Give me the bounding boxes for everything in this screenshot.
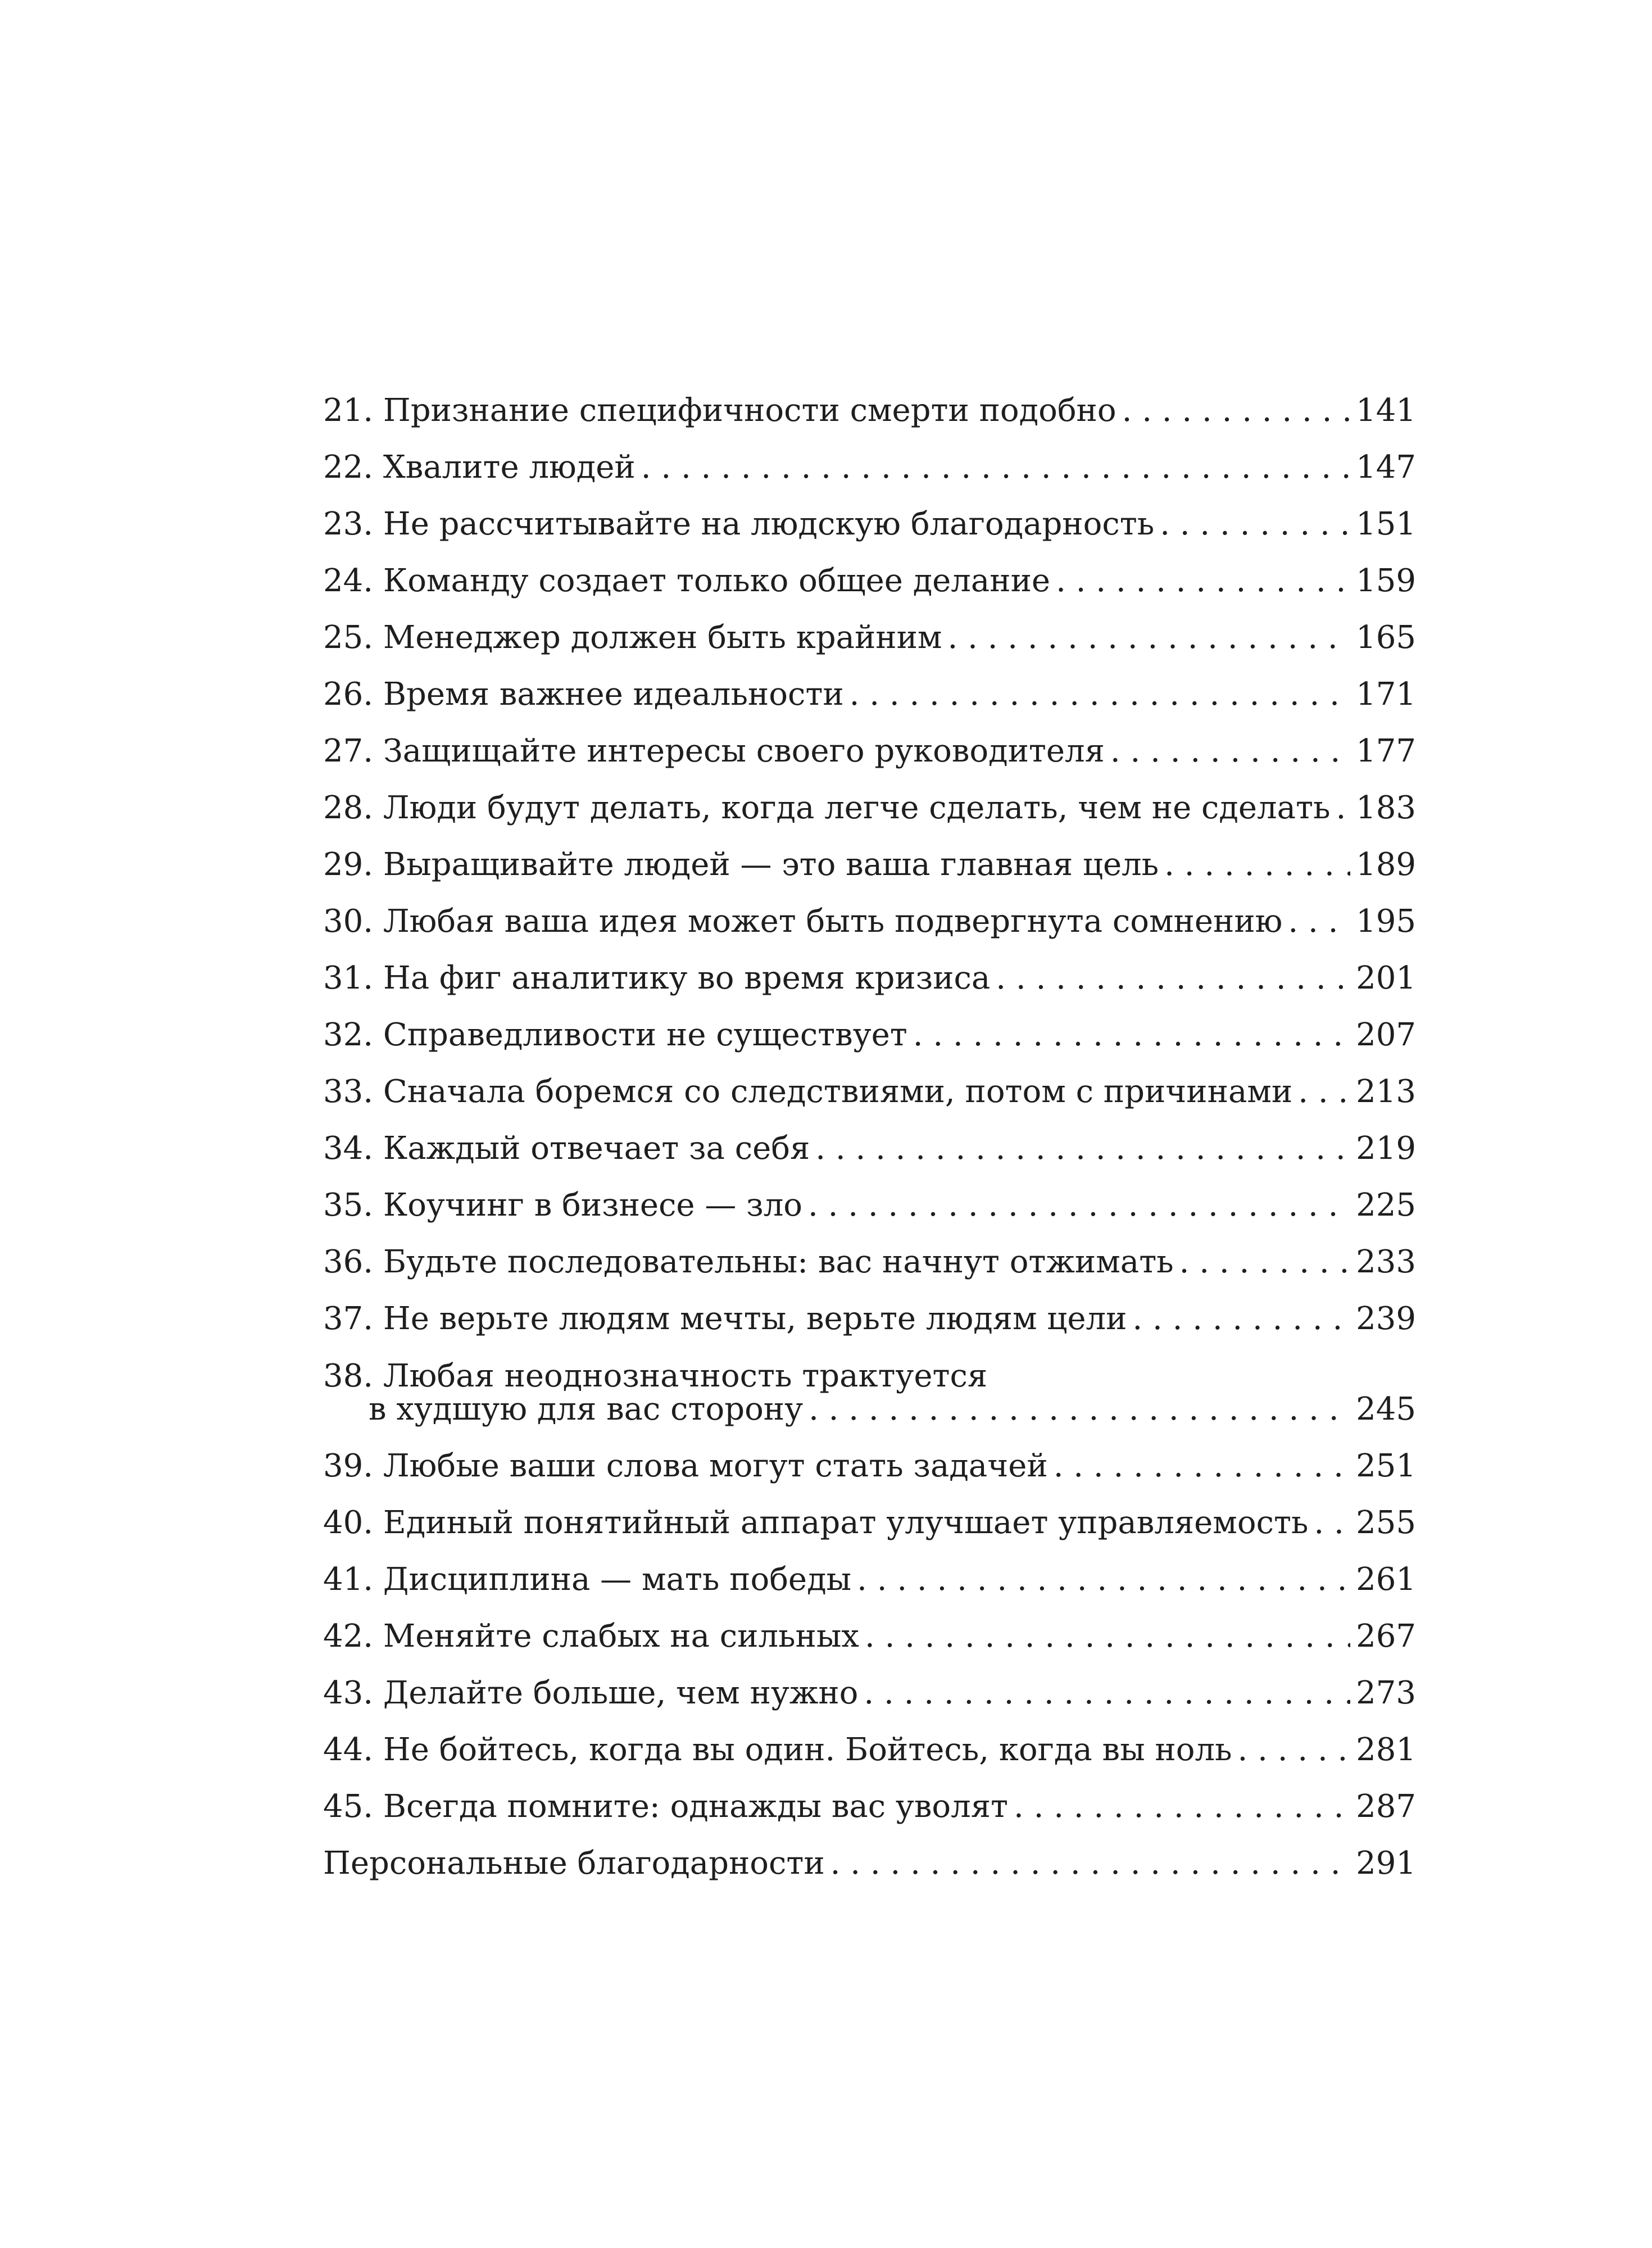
toc-entry[interactable] [323, 382, 1416, 439]
dot-leader [864, 1665, 1350, 1721]
toc-entry-title: Люди будут делать, когда легче сделать, чем не сделать [383, 790, 1331, 826]
dot-leader [1164, 836, 1350, 893]
toc-entry[interactable] [323, 893, 1416, 950]
toc-entry-page: 219 [1356, 1130, 1416, 1167]
toc-entry-page: 213 [1356, 1073, 1416, 1110]
dot-leader [815, 1120, 1350, 1177]
toc-entry[interactable] [323, 950, 1416, 1007]
toc-entry[interactable] [323, 609, 1416, 666]
toc-entry-number: 36. [323, 1244, 374, 1280]
toc-entry-number: 34. [323, 1130, 374, 1167]
toc-entry-title: Признание специфичности смерти подобно [383, 392, 1117, 429]
dot-leader [1288, 893, 1350, 950]
toc-entry-page: 251 [1356, 1448, 1416, 1484]
dot-leader [1110, 723, 1350, 779]
toc-entry[interactable] [323, 1063, 1416, 1120]
toc-entry-number: 40. [323, 1504, 374, 1541]
toc-entry-page: 255 [1356, 1504, 1416, 1541]
toc-entry-page: 291 [1356, 1845, 1416, 1882]
toc-entry-page: 141 [1356, 392, 1416, 429]
toc-entry[interactable] [323, 1177, 1416, 1234]
toc-entry-number: 25. [323, 619, 374, 656]
toc-entry-page: 245 [1356, 1391, 1416, 1427]
toc-entry-number: 44. [323, 1732, 374, 1768]
dot-leader [809, 1381, 1350, 1438]
dot-leader [1314, 1494, 1350, 1551]
toc-entry-page: 177 [1356, 733, 1416, 769]
toc-entry-title: Персональные благодарности [323, 1845, 825, 1882]
dot-leader [1179, 1234, 1350, 1290]
dot-leader [1122, 382, 1351, 439]
toc-entry[interactable] [323, 723, 1416, 779]
toc-entry-number: 35. [323, 1187, 374, 1223]
toc-entry[interactable] [323, 552, 1416, 609]
toc-entry-number: 22. [323, 449, 374, 486]
toc-entry-acknowledgments[interactable] [323, 1835, 1416, 1892]
toc-entry[interactable] [323, 1551, 1416, 1608]
toc-entry-page: 201 [1356, 960, 1416, 996]
toc-entry[interactable] [323, 1234, 1416, 1290]
toc-entry-page: 261 [1356, 1561, 1416, 1598]
dot-leader [850, 666, 1350, 723]
toc-entry[interactable] [323, 1494, 1416, 1551]
toc-entry-title: Время важнее идеальности [383, 676, 844, 713]
toc-entry[interactable] [323, 1778, 1416, 1835]
toc-entry-page: 189 [1356, 846, 1416, 883]
dot-leader [808, 1177, 1350, 1234]
toc-entry-second-line [323, 1381, 1416, 1438]
dot-leader [830, 1835, 1350, 1892]
toc-entry-page: 147 [1356, 449, 1416, 486]
toc-entry-title: Хвалите людей [383, 449, 636, 486]
toc-entry-title: Защищайте интересы своего руководителя [383, 733, 1105, 769]
toc-entry-title: Менеджер должен быть крайним [383, 619, 942, 656]
toc-entry-number: 41. [323, 1561, 374, 1598]
toc-entry-page: 239 [1356, 1300, 1416, 1337]
toc-entry-number: 24. [323, 563, 374, 599]
toc-entry-title: Любая ваша идея может быть подвергнута сомнению [383, 903, 1283, 940]
toc-entry-number: 30. [323, 903, 374, 940]
toc-entry-page: 207 [1356, 1017, 1416, 1053]
toc-entry-title: Сначала боремся со следствиями, потом с причинами [383, 1073, 1293, 1110]
toc-entry[interactable] [323, 1347, 1416, 1438]
dot-leader [947, 609, 1350, 666]
toc-entry-number: 28. [323, 790, 374, 826]
dot-leader [1014, 1778, 1350, 1835]
toc-entry-number: 23. [323, 506, 374, 542]
toc-entry-page: 151 [1356, 506, 1416, 542]
toc-entry-title: Делайте больше, чем нужно [383, 1675, 859, 1711]
toc-entry-number: 21. [323, 392, 374, 429]
toc-entry-title: Всегда помните: однажды вас уволят [383, 1788, 1008, 1825]
toc-entry-title-line2: в худшую для вас сторону [369, 1391, 804, 1427]
toc-entry[interactable] [323, 666, 1416, 723]
toc-entry-page: 281 [1356, 1732, 1416, 1768]
toc-entry[interactable] [323, 1665, 1416, 1721]
toc-entry-title: Не рассчитывайте на людскую благодарность [383, 506, 1155, 542]
toc-entry[interactable] [323, 439, 1416, 496]
dot-leader [857, 1551, 1350, 1608]
toc-entry-page: 171 [1356, 676, 1416, 713]
toc-entry-title: Выращивайте людей — это ваша главная цель [383, 846, 1159, 883]
toc-entry[interactable] [323, 496, 1416, 552]
dot-leader [1054, 1438, 1350, 1494]
toc-entry-title: Меняйте слабых на сильных [383, 1618, 859, 1655]
toc-entry-page: 267 [1356, 1618, 1416, 1655]
toc-entry-number: 45. [323, 1788, 374, 1825]
toc-entry-title-line1: Любая неоднозначность трактуется [383, 1358, 988, 1394]
dot-leader [1132, 1290, 1350, 1347]
dot-leader [865, 1608, 1350, 1665]
toc-entry-page: 183 [1356, 790, 1416, 826]
toc-entry-title: Не бойтесь, когда вы один. Бойтесь, когда вы ноль [383, 1732, 1232, 1768]
toc-entry[interactable] [323, 1608, 1416, 1665]
toc-entry-title: Будьте последовательны: вас начнут отжимать [383, 1244, 1174, 1280]
dot-leader [996, 950, 1350, 1007]
toc-entry-number: 43. [323, 1675, 374, 1711]
table-of-contents [323, 382, 1416, 1892]
toc-entry-title: Не верьте людям мечты, верьте людям цели [383, 1300, 1127, 1337]
toc-entry-number: 26. [323, 676, 374, 713]
toc-entry-page: 159 [1356, 563, 1416, 599]
toc-entry-title: Любые ваши слова могут стать задачей [383, 1448, 1048, 1484]
toc-entry[interactable] [323, 779, 1416, 836]
toc-entry-number: 31. [323, 960, 374, 996]
toc-entry-page: 165 [1356, 619, 1416, 656]
toc-entry[interactable] [323, 836, 1416, 893]
dot-leader [1160, 496, 1350, 552]
toc-entry-title: Каждый отвечает за себя [383, 1130, 810, 1167]
dot-leader [913, 1007, 1350, 1063]
toc-entry-number: 38. [323, 1358, 374, 1394]
toc-entry-title: Дисциплина — мать победы [383, 1561, 852, 1598]
toc-entry-number: 27. [323, 733, 374, 769]
toc-entry-number: 42. [323, 1618, 374, 1655]
toc-entry-number: 29. [323, 846, 374, 883]
toc-entry-number: 32. [323, 1017, 374, 1053]
toc-entry-title: Команду создает только общее делание [383, 563, 1051, 599]
toc-entry-page: 287 [1356, 1788, 1416, 1825]
toc-entry[interactable] [323, 1007, 1416, 1063]
toc-entry-title: Справедливости не существует [383, 1017, 907, 1053]
toc-entry-title: Единый понятийный аппарат улучшает управляемость [383, 1504, 1309, 1541]
dot-leader [1238, 1721, 1351, 1778]
toc-entry-number: 39. [323, 1448, 374, 1484]
dot-leader [641, 439, 1350, 496]
toc-entry-page: 225 [1356, 1187, 1416, 1223]
toc-entry[interactable] [323, 1120, 1416, 1177]
toc-entry-number: 37. [323, 1300, 374, 1337]
dot-leader [1056, 552, 1350, 609]
toc-entry-page: 273 [1356, 1675, 1416, 1711]
toc-entry-page: 195 [1356, 903, 1416, 940]
dot-leader [1336, 779, 1350, 836]
toc-entry[interactable] [323, 1438, 1416, 1494]
toc-entry-page: 233 [1356, 1244, 1416, 1280]
toc-entry[interactable] [323, 1721, 1416, 1778]
toc-entry[interactable] [323, 1290, 1416, 1347]
dot-leader [1298, 1063, 1350, 1120]
toc-entry-number: 33. [323, 1073, 374, 1110]
toc-entry-title: Коучинг в бизнесе — зло [383, 1187, 803, 1223]
toc-entry-title: На фиг аналитику во время кризиса [383, 960, 991, 996]
